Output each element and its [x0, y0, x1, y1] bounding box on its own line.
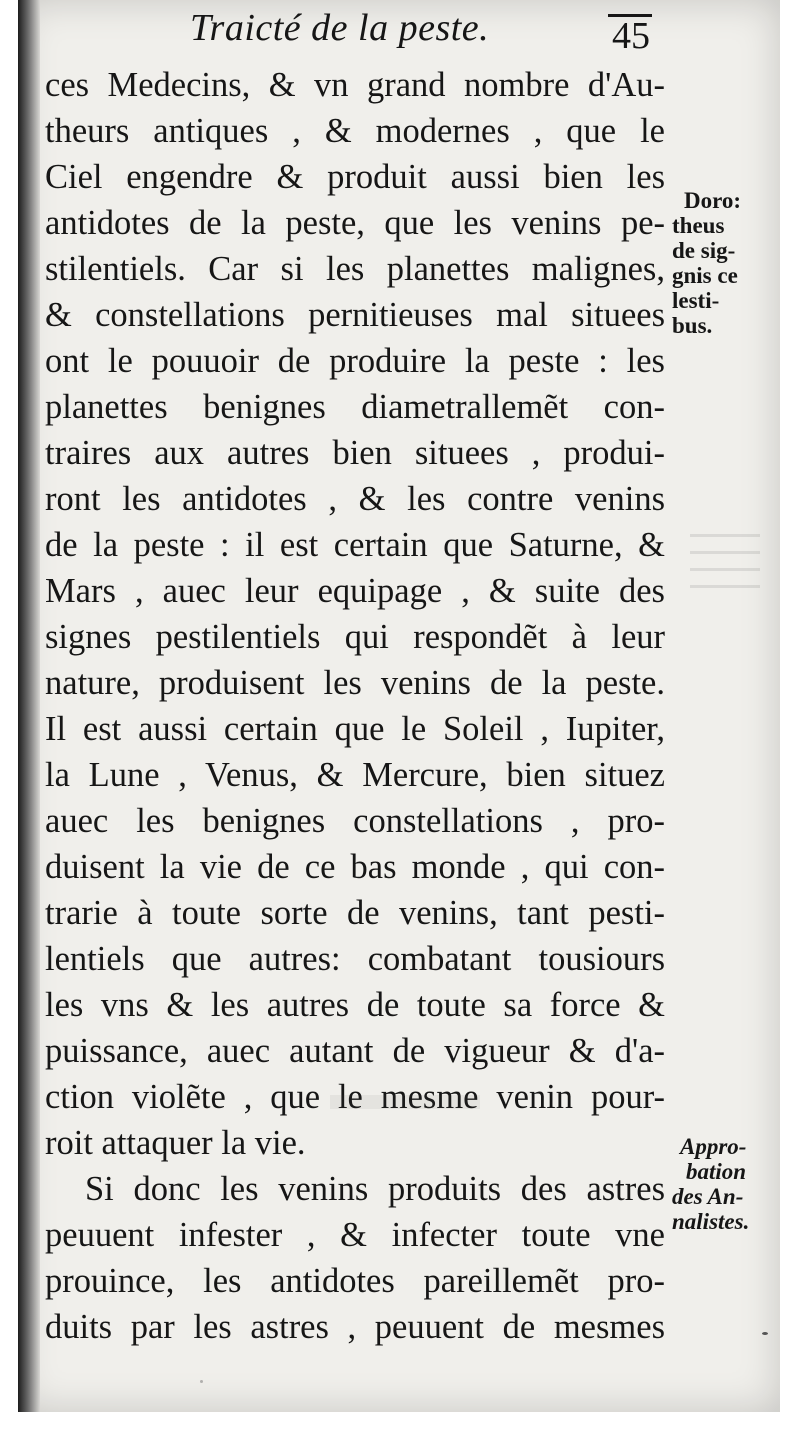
text-line: roit attaquer la vie.	[45, 1124, 306, 1162]
text-line: antidotes de la peste, que les venins pe-	[45, 204, 665, 242]
text-line: les vns & les autres de toute sa force &	[45, 986, 665, 1024]
margin-note-line: bation	[686, 1159, 747, 1184]
ink-speck	[762, 1332, 768, 1335]
margin-note-line: des An-	[672, 1184, 744, 1209]
text-line: planettes benignes diametrallemẽt con-	[45, 388, 665, 426]
bleed-through	[690, 520, 760, 630]
margin-note-line: gnis ce	[672, 263, 738, 288]
margin-note-approbation	[672, 1134, 749, 1234]
text-line: Ciel engendre & produit aussi bien les	[45, 158, 665, 196]
text-line: ces Medecins, & vn grand nombre d'Au-	[45, 66, 665, 104]
margin-note-line: de sig-	[672, 238, 736, 263]
text-line: duits par les astres , peuuent de mesmes	[45, 1308, 665, 1346]
page-gutter-shadow	[18, 0, 40, 1412]
text-line: ront les antidotes , & les contre venins	[45, 480, 665, 518]
margin-note-line: theus	[672, 213, 725, 238]
margin-note-line: Appro-	[680, 1134, 747, 1159]
text-line: trarie à toute sorte de venins, tant pesti-	[45, 894, 665, 932]
text-line: peuuent infester , & infecter toute vne	[45, 1216, 665, 1254]
text-line: ction violẽte , que le mesme venin pour-	[45, 1078, 665, 1116]
text-line: traires aux autres bien situees , produi-	[45, 434, 665, 472]
text-line: theurs antiques , & modernes , que le	[45, 112, 665, 150]
text-line: auec les benignes constellations , pro-	[45, 802, 665, 840]
ink-speck	[200, 1380, 203, 1383]
text-line: ont le pouuoir de produire la peste : les	[45, 342, 665, 380]
text-line: signes pestilentiels qui respondẽt à leur	[45, 618, 665, 656]
text-line: prouince, les antidotes pareillemẽt pro-	[45, 1262, 665, 1300]
paragraph-first-line: Si donc les venins produits des astres	[85, 1170, 665, 1208]
text-line: stilentiels. Car si les planettes malignes,	[45, 250, 665, 288]
margin-note-line: nalistes.	[672, 1209, 750, 1234]
text-line: la Lune , Venus, & Mercure, bien situez	[45, 756, 665, 794]
page-number: 45	[612, 15, 650, 57]
text-line: Il est aussi certain que le Soleil , Iupiter,	[45, 710, 665, 748]
text-line: Mars , auec leur equipage , & suite des	[45, 572, 665, 610]
margin-note-line: lesti-	[672, 288, 720, 313]
text-line: & constellations pernitieuses mal situees	[45, 296, 665, 334]
running-head: Traicté de la peste.	[190, 7, 490, 49]
text-line: lentiels que autres: combatant tousiours	[45, 940, 665, 978]
margin-note-dorotheus	[672, 188, 741, 338]
text-line: puissance, auec autant de vigueur & d'a-	[45, 1032, 665, 1070]
text-line: nature, produisent les venins de la peste.	[45, 664, 665, 702]
text-line: duisent la vie de ce bas monde , qui con-	[45, 848, 665, 886]
text-line: de la peste : il est certain que Saturne, &	[45, 526, 665, 564]
bleed-through	[330, 1095, 480, 1109]
margin-note-line: bus.	[672, 313, 713, 338]
margin-note-line: Doro:	[684, 188, 742, 213]
